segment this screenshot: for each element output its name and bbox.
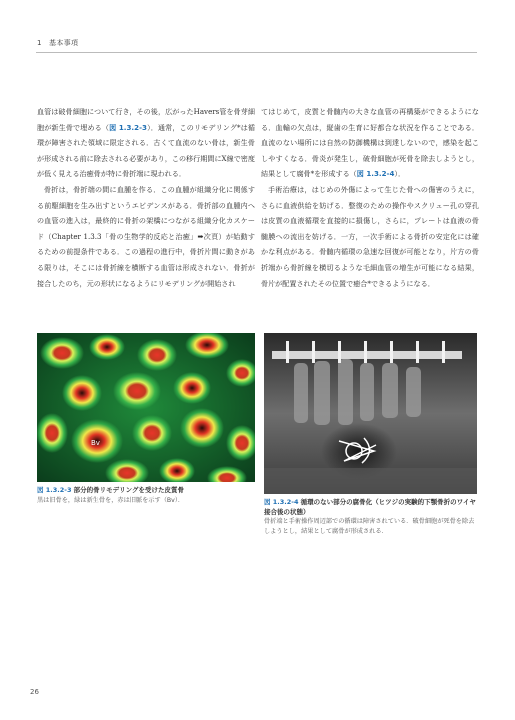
- running-header: 1 基本事項: [37, 39, 79, 47]
- figure-subtitle: 黒は旧骨を，緑は新生骨を，赤は旧脈を示す（Bv）．: [37, 496, 185, 504]
- page-number: 26: [30, 688, 39, 696]
- paragraph: 骨折は，骨折端の間に血腫を作る．この血腫が組織分化に関係する前駆細胞を生み出すというエビデンスがある．骨折部の血腫内への血管の進入は，最終的に骨折の架橋につながる組織分化カスケード（Chapter 1.3.3「骨の生物学的反応と治癒」➡次頁）が始動するための前提条件である．この過程の進行中，骨折片間に動きがある限りは，そこには骨折線を横断する血管は形成されない．骨折が接合したのち，元の形状になるようにリモデリングが開始され: [37, 184, 255, 288]
- paragraph: てはじめて，皮質と骨髄内の大きな血管の再構築ができるようになる．血輸の欠点は，縦歯の生育に好都合な状況を作ることである．血流のない場所には自然の防御機構は到達しないので，感染を起こしやすくなる．骨炎が発生し，破骨細胞が死骨を除去しようとし，結果として腐骨*を形成する（図 1.3.2-4）．: [261, 107, 479, 179]
- body-column-right: [261, 104, 479, 291]
- figure-title: 部分的骨リモデリングを受けた皮質骨: [73, 486, 184, 494]
- caption-left: [37, 486, 255, 505]
- figure-micrograph: [37, 333, 255, 482]
- paragraph: 血管は破骨細胞について行き，その後，広がったHavers管を骨芽細胞が新生骨で埋める（図 1.3.2-3）．通常，このリモデリング*は循環が障害された領域に限定される．古くて血流のない骨は，新生骨が形成される前に除去される必要があり，この移行期間にX線で密度が低く見える治癒骨が特に骨折端に現われる．: [37, 107, 256, 179]
- figure-title: 循環のない部分の腐骨化（ヒツジの実験的下顎骨折のワイヤ接合後の状態）: [264, 498, 476, 516]
- figure-radiograph: [264, 333, 477, 494]
- paragraph: 手術治療は，はじめの外傷によって生じた骨への傷害のうえに，さらに血液供給を妨げる．整復のための操作やスクリュー孔の穿孔は皮質の血液循環を直接的に損傷し，さらに，プレートは血液の骨髄膜への流出を妨げる．一方，一次手術による骨折の安定化には確かな利点がある．骨髄内循環の急速な回復が可能となり，片方の骨折端から骨折線を横切るような毛細血管の増生が可能になる結果，骨片が配置されたその位置で癒合*できるようになる．: [261, 184, 479, 288]
- figure-subtitle: 骨折端と手術操作周辺部での循環は障害されている．破骨細胞が死骨を除去しようとし，結果として腐骨が形成される．: [264, 518, 475, 535]
- radiograph-image: [264, 333, 477, 494]
- bv-label: Bv: [91, 439, 100, 447]
- figure-number: 図 1.3.2-4: [264, 498, 299, 506]
- header-rule: [36, 52, 477, 53]
- figure-number: 図 1.3.2-3: [37, 486, 72, 494]
- micrograph-image: [37, 333, 255, 482]
- body-column-left: [37, 104, 255, 291]
- caption-right: [264, 498, 477, 536]
